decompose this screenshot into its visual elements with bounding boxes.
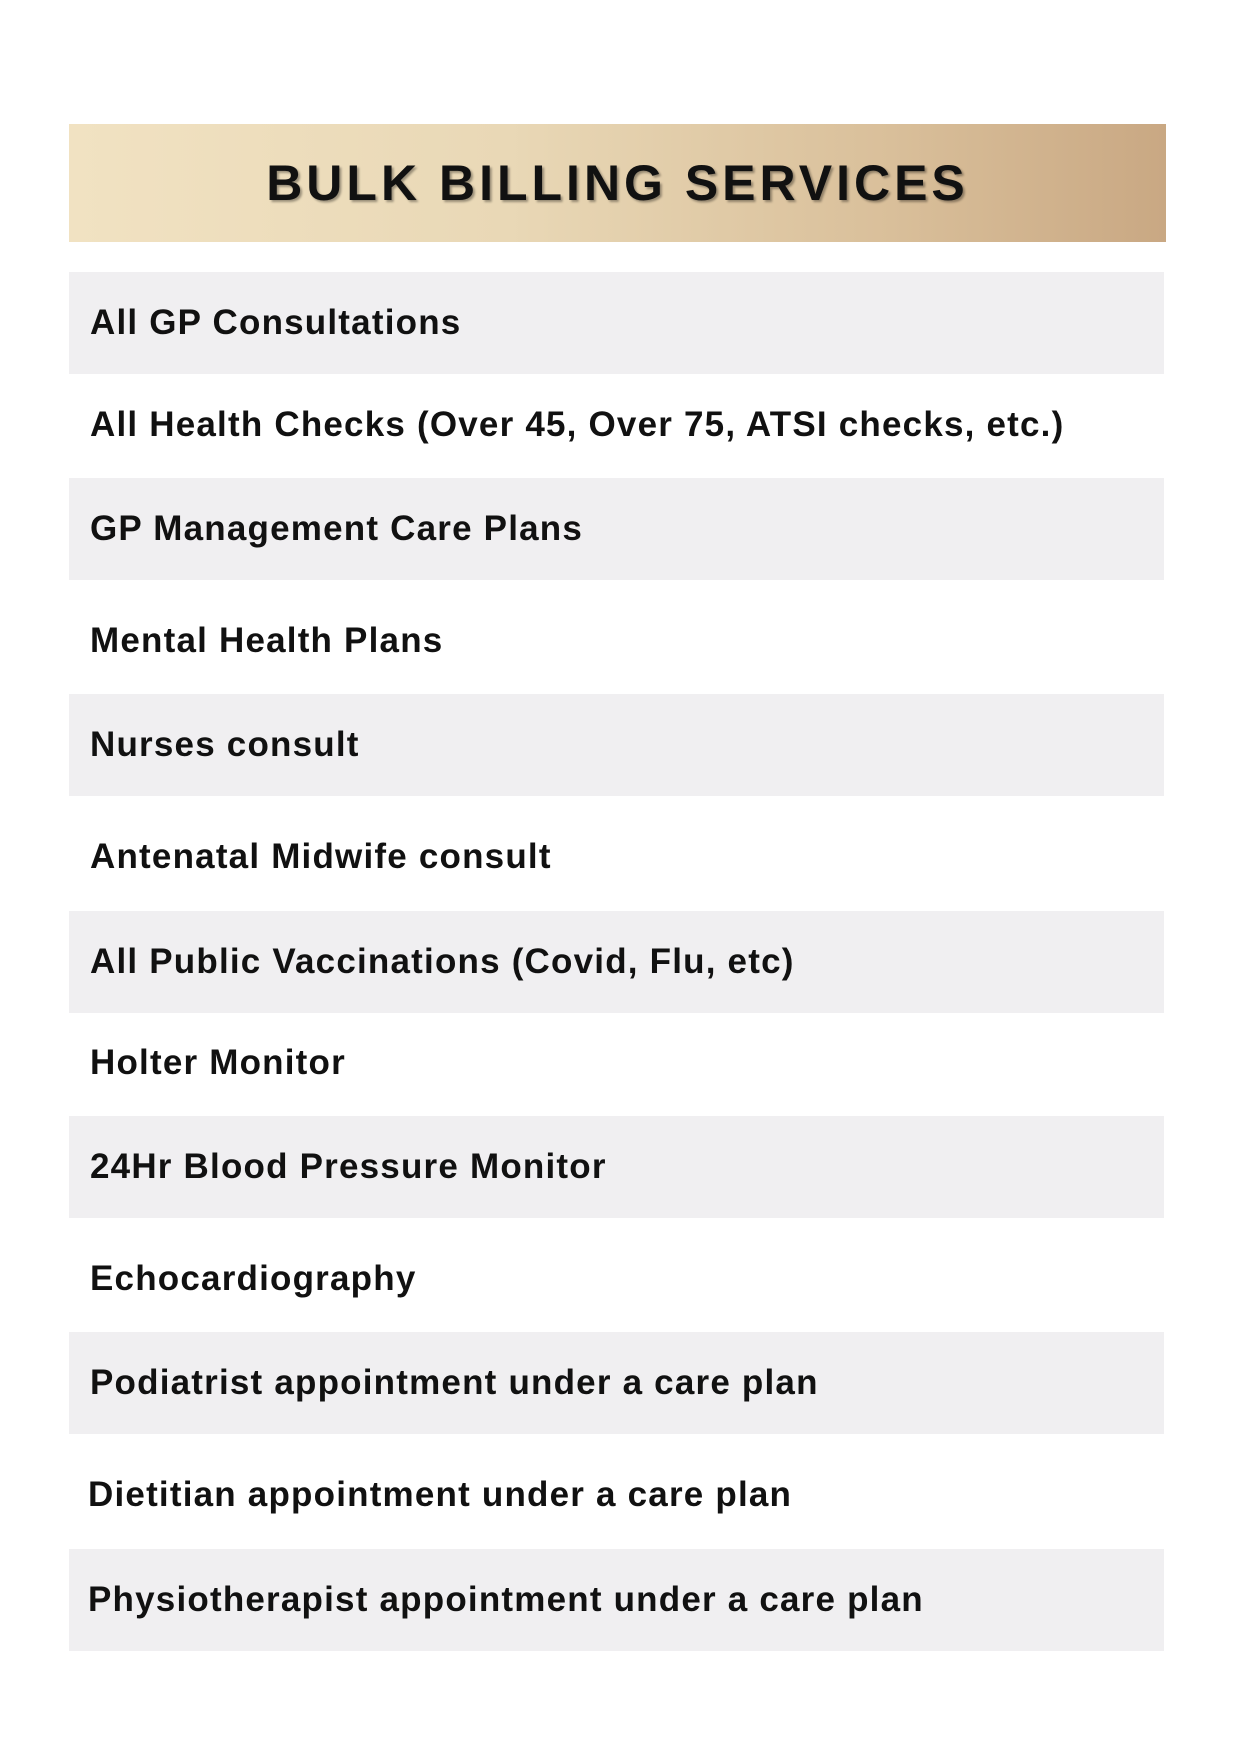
list-item xyxy=(69,272,1164,374)
list-item xyxy=(69,590,1164,692)
list-item xyxy=(69,1116,1164,1218)
list-item xyxy=(69,1444,1164,1546)
list-item xyxy=(69,1549,1164,1651)
service-label: Podiatrist appointment under a care plan xyxy=(90,1363,819,1402)
list-item xyxy=(69,374,1164,476)
service-label: GP Management Care Plans xyxy=(90,509,584,548)
service-label: Mental Health Plans xyxy=(90,621,444,660)
service-label: All Public Vaccinations (Covid, Flu, etc) xyxy=(90,942,795,981)
page-title: BULK BILLING SERVICES xyxy=(266,155,969,211)
service-label: Antenatal Midwife consult xyxy=(90,837,552,876)
list-item xyxy=(69,806,1164,908)
service-label: Holter Monitor xyxy=(90,1043,346,1082)
list-item xyxy=(69,694,1164,796)
service-label: 24Hr Blood Pressure Monitor xyxy=(90,1147,607,1186)
list-item xyxy=(69,1228,1164,1330)
service-label: Dietitian appointment under a care plan xyxy=(88,1475,793,1514)
service-label: Nurses consult xyxy=(90,725,360,764)
list-item xyxy=(69,911,1164,1013)
service-label: All Health Checks (Over 45, Over 75, ATSI checks, etc.) xyxy=(90,405,1065,444)
list-item xyxy=(69,1332,1164,1434)
list-item xyxy=(69,478,1164,580)
service-label: Echocardiography xyxy=(90,1259,417,1298)
list-item xyxy=(69,1012,1164,1114)
service-label: Physiotherapist appointment under a care plan xyxy=(88,1580,924,1619)
service-label: All GP Consultations xyxy=(90,303,462,342)
